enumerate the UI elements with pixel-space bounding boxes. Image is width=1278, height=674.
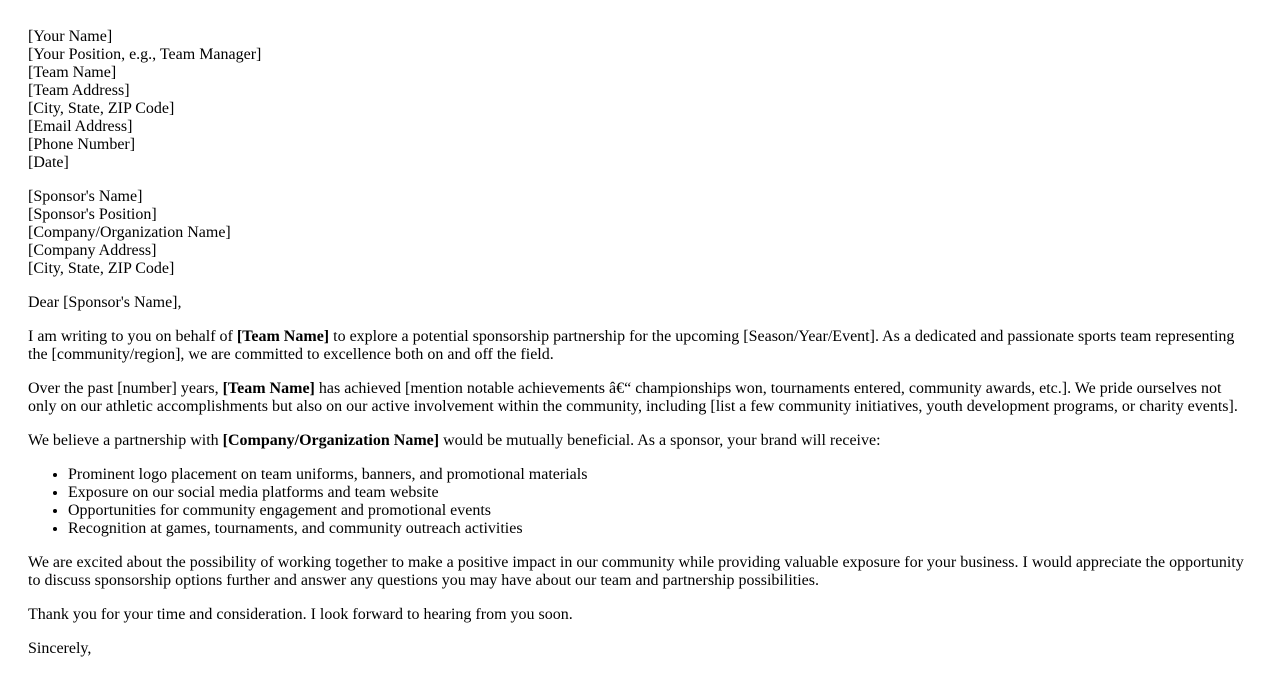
recipient-city-state-zip: [City, State, ZIP Code] [28,260,175,277]
recipient-company: [Company/Organization Name] [28,224,231,241]
partnership-text-end: would be mutually beneficial. As a sponsor, your brand will receive: [439,432,881,449]
partnership-paragraph [28,432,1253,450]
intro-text-end: to explore a potential sponsorship partnership for the upcoming [Season/Year/Event]. As a dedicated and passionate sports team representing the [community/region], we are committed to excellence both on and off the field. [28,328,1235,363]
list-item: • Opportunities for community engagement and promotional events [68,502,1253,520]
letter-document [28,28,1253,674]
sender-email: [Email Address] [28,118,133,135]
sender-address-block [28,28,1253,172]
achievements-text-start: Over the past [number] years, [28,380,223,397]
recipient-company-address: [Company Address] [28,242,157,259]
partnership-text-start: We believe a partnership with [28,432,223,449]
sender-position: [Your Position, e.g., Team Manager] [28,46,262,63]
intro-team-name: [Team Name] [236,328,330,345]
benefits-list [28,466,1253,538]
thank-you-paragraph: Thank you for your time and consideration. I look forward to hearing from you soon. [28,606,573,623]
closing-sign-off: Sincerely, [28,640,92,657]
recipient-position: [Sponsor's Position] [28,206,157,223]
achievements-text-end: has achieved [mention notable achievements â€“ championships won, tournaments entered, community awards, etc.]. We pride ourselves not only on our athletic accomplishments but also on our active involvement within the community, including [list a few community initiatives, youth development programs, or charity events]. [28,380,1238,415]
sender-team-name: [Team Name] [28,64,117,81]
letter-date: [Date] [28,154,69,171]
list-item: • Prominent logo placement on team uniforms, banners, and promotional materials [68,466,1253,484]
intro-paragraph [28,328,1253,364]
sender-name: [Your Name] [28,28,113,45]
sender-phone: [Phone Number] [28,136,136,153]
intro-text-start: I am writing to you on behalf of [28,328,237,345]
list-item: • Recognition at games, tournaments, and community outreach activities [68,520,1253,538]
achievements-team-name: [Team Name] [222,380,315,397]
salutation: Dear [Sponsor's Name], [28,294,182,311]
sender-team-address: [Team Address] [28,82,130,99]
recipient-name: [Sponsor's Name] [28,188,143,205]
list-item: • Exposure on our social media platforms and team website [68,484,1253,502]
partnership-company-name: [Company/Organization Name] [222,432,440,449]
achievements-paragraph [28,380,1253,416]
closing-paragraph: We are excited about the possibility of working together to make a positive impact in our community while providing valuable exposure for your business. I would appreciate the opportunity to discuss sponsorship options further and answer any questions you may have about our team and partnership possibilities. [28,554,1244,589]
sender-city-state-zip: [City, State, ZIP Code] [28,100,175,117]
recipient-address-block [28,188,1253,278]
